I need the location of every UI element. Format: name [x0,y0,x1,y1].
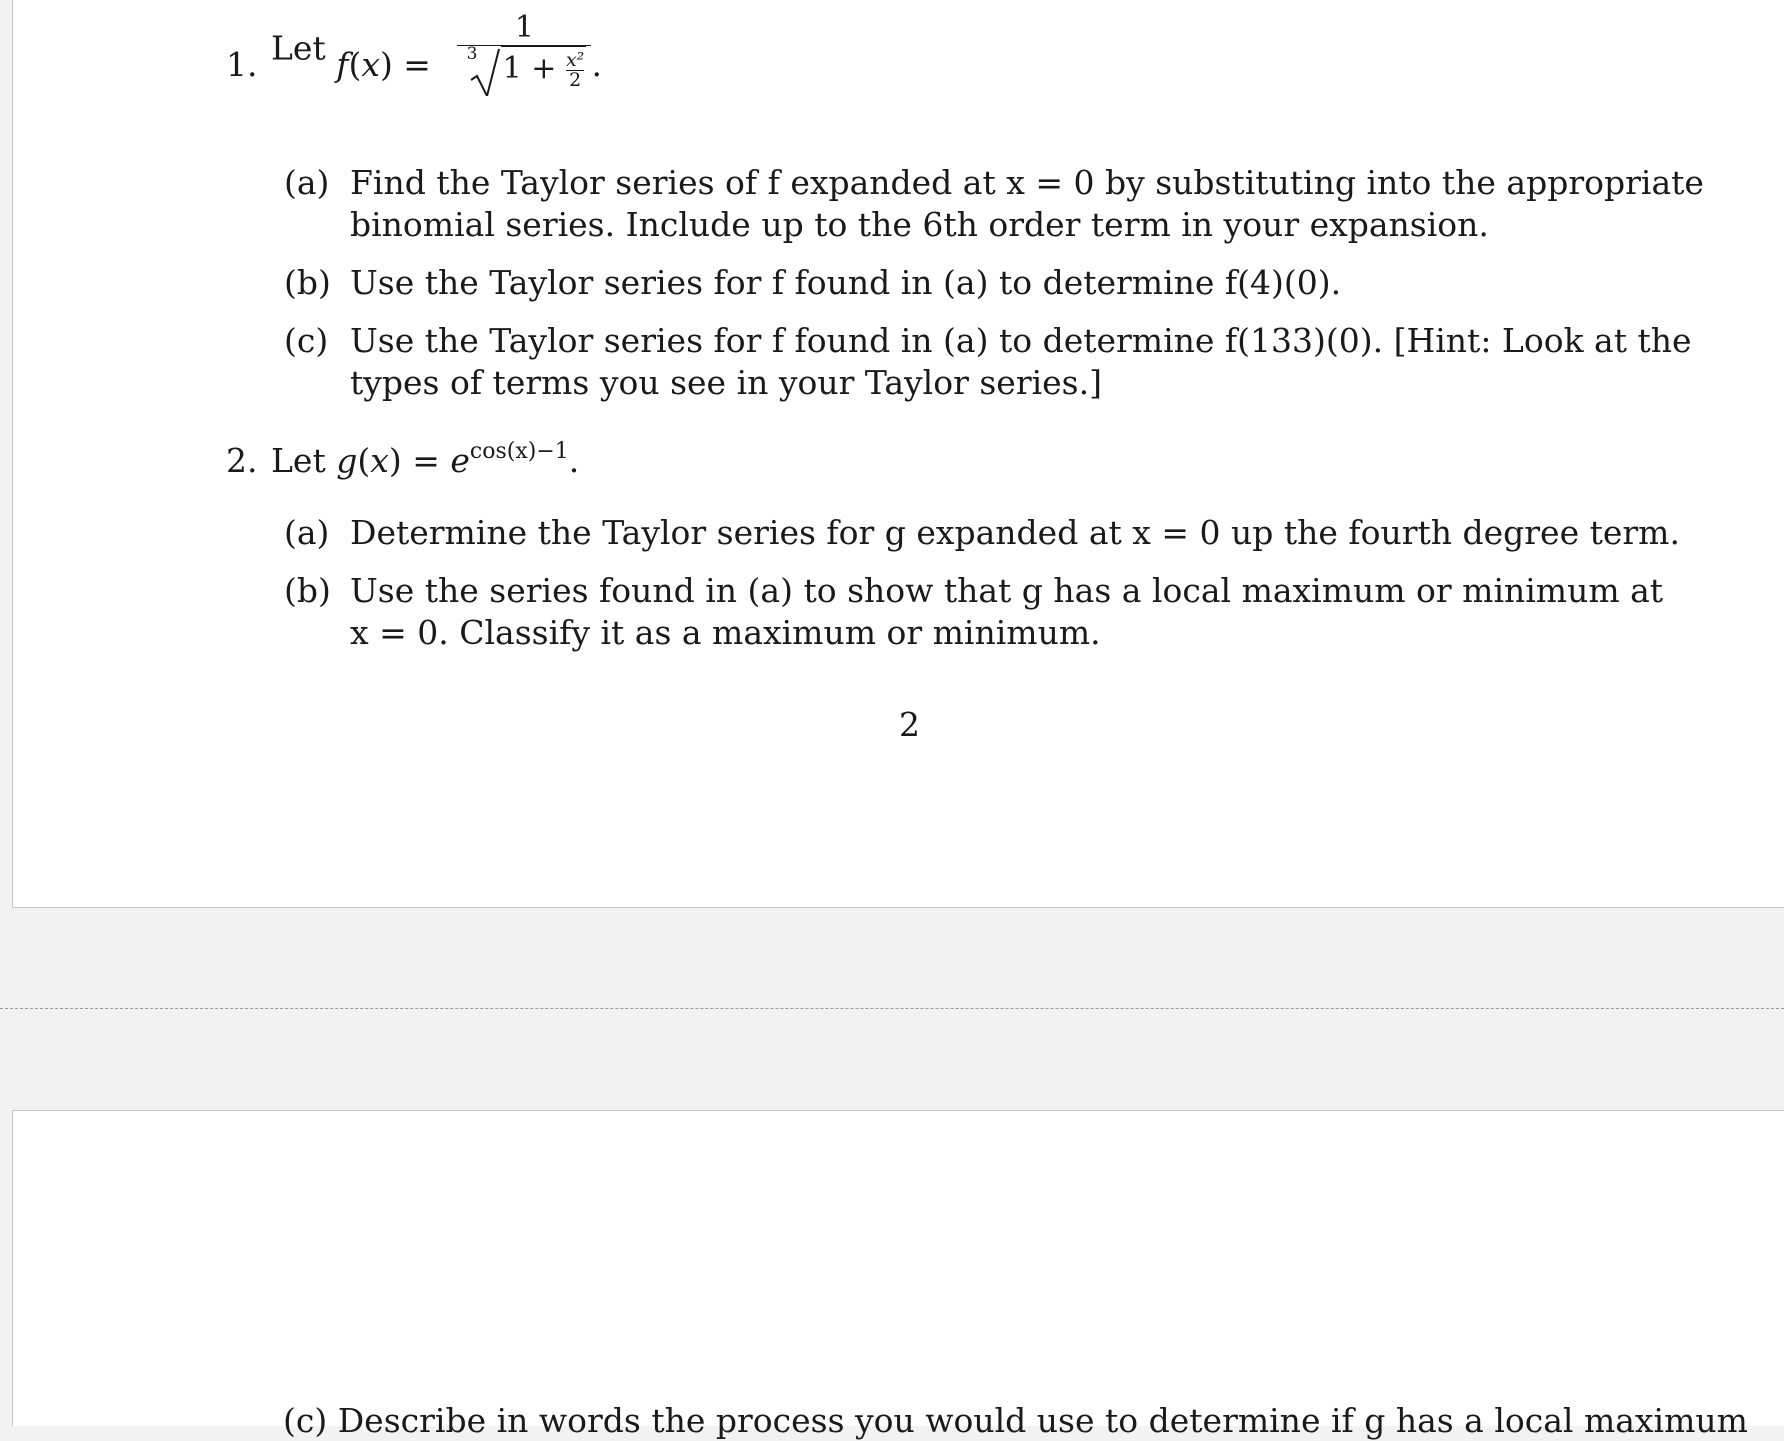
part-1a-label: (a) [284,163,330,202]
part-1a-line-1: Find the Taylor series of f expanded at x = 0 by substituting into the appropriate [350,163,1704,202]
part-1c-line-2: types of terms you see in your Taylor series.] [350,363,1102,402]
exponent: cos(x)−1 [469,439,569,464]
document-page-2 [12,1110,1784,1426]
part-2b-label: (b) [284,571,331,610]
function-name-g: g [336,441,358,480]
part-2a-line-1: Determine the Taylor series for g expanded at x = 0 up the fourth degree term. [350,513,1680,552]
variable-x-2: x [370,441,389,480]
radical-index: 3 [466,44,478,64]
cube-root [463,46,587,90]
part-1b-label: (b) [284,263,331,302]
part-1c-line-1: Use the Taylor series for f found in (a) to determine f(133)(0). [Hint: Look at the [350,321,1692,360]
part-1b-line-1: Use the Taylor series for f found in (a) to determine f(4)(0). [350,263,1342,302]
part-1a-line-2: binomial series. Include up to the 6th order term in your expansion. [350,205,1489,244]
problem-2-number: 2. [226,441,258,480]
radicand-text: 1 + [502,51,557,86]
problem-2-statement: Let $g(x) = e^{cos(x)-1}$. [271,439,580,480]
fraction-numerator: 1 [514,10,534,45]
problem-1-statement: Let f(x) = 1 3 $1 + \frac{\text{x²}}{2}$ . [271,11,602,90]
page-separator [0,1008,1784,1009]
fraction-f [457,11,591,90]
function-name-f: f [336,45,349,84]
radicand-fraction: $\frac{\text{x²}}{2}$ [565,48,585,91]
let-word-2: Let [271,441,326,480]
next-page-cutoff-text: (c) Describe in words the process you would use to determine if g has a local maximum [283,1401,1748,1440]
let-word: Let [271,28,326,68]
part-2b-line-1: Use the series found in (a) to show that g has a local maximum or minimum at [350,571,1664,610]
part-1c-label: (c) [284,321,329,360]
problem-1-number: 1. [226,45,258,84]
variable-x: x [361,45,380,84]
page-number: 2 [899,705,920,744]
part-2a-label: (a) [284,513,330,552]
document-page-1 [12,0,1784,908]
part-2b-line-2: x = 0. Classify it as a maximum or minimum. [350,613,1101,652]
